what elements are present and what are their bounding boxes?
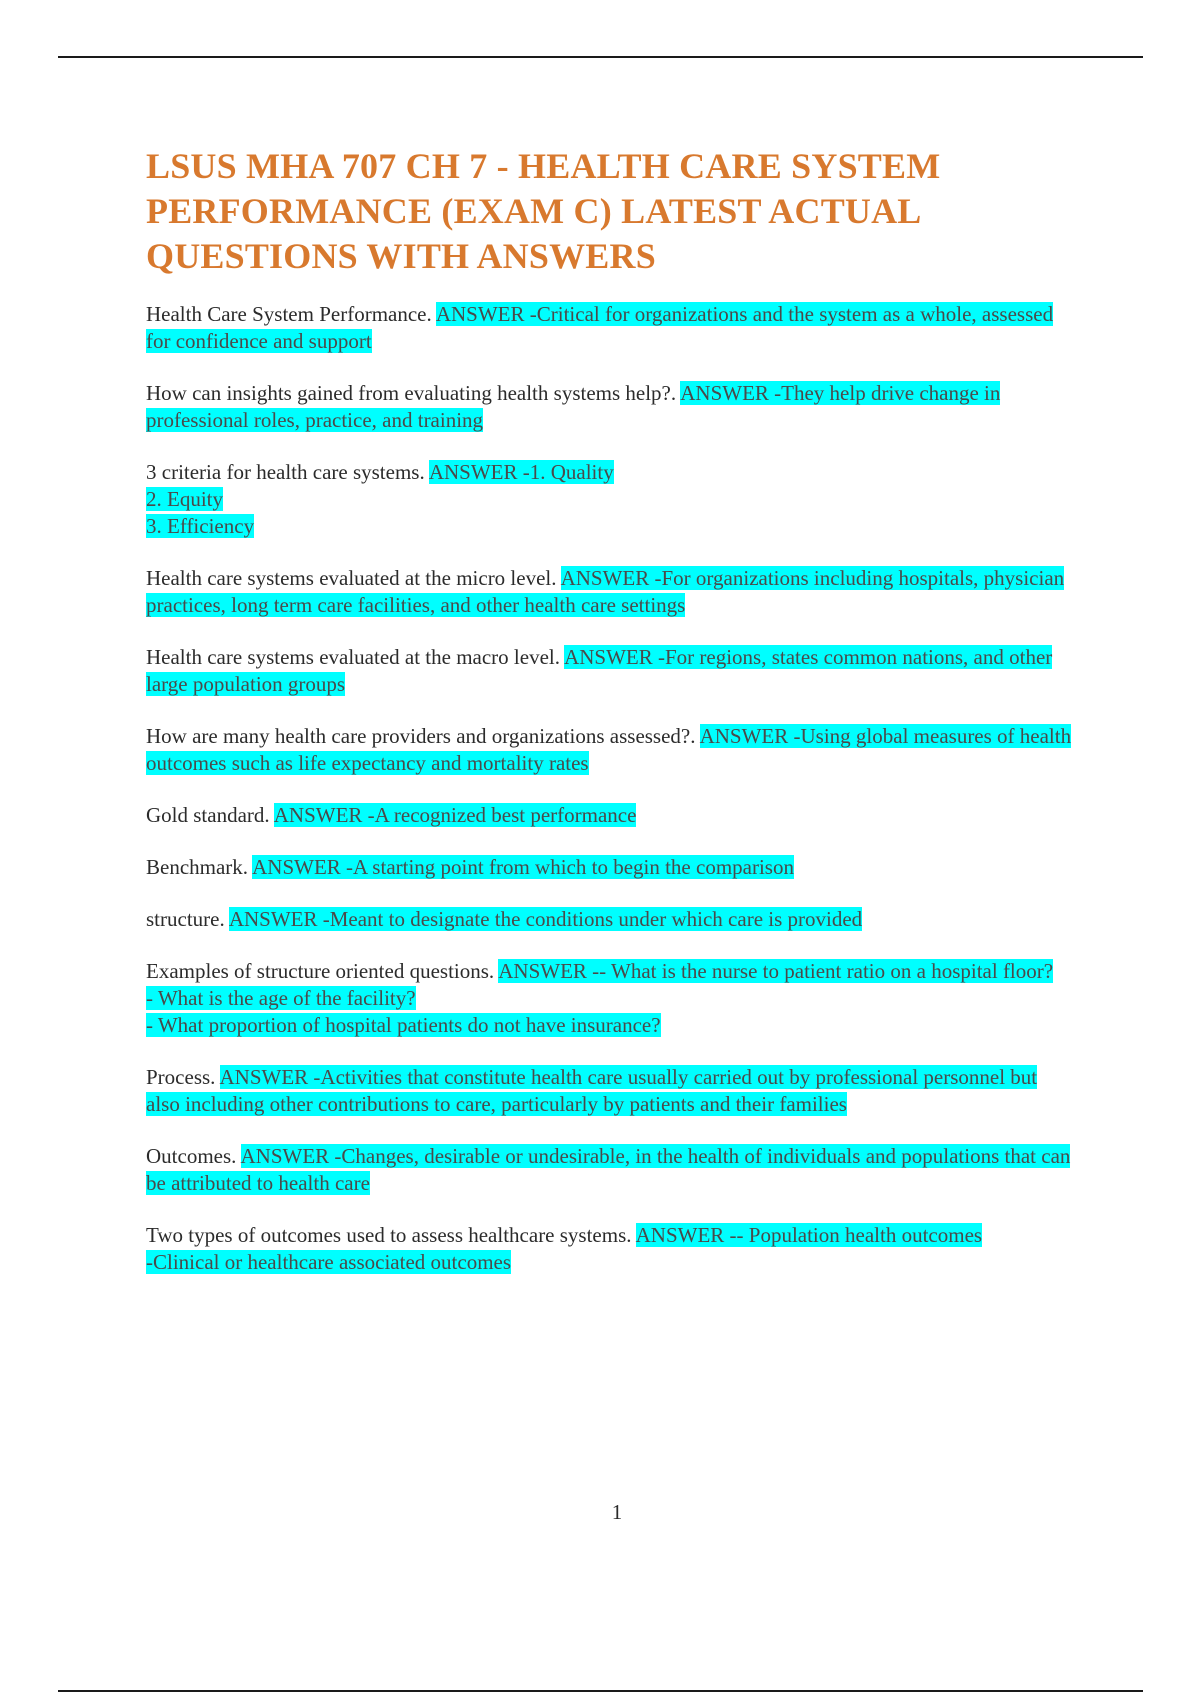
- qa-item: [146, 802, 1076, 829]
- page-number: 1: [611, 1500, 623, 1524]
- qa-item: [146, 644, 1076, 698]
- question-text: Health care systems evaluated at the macro level.: [146, 645, 560, 669]
- question-text: Benchmark.: [146, 855, 249, 879]
- answer-text: ANSWER -Critical for organizations and the system as a whole, assessed for confidence and support: [146, 302, 1054, 353]
- qa-item: [146, 1143, 1076, 1197]
- qa-item: [146, 565, 1076, 619]
- question-text: Health Care System Performance.: [146, 302, 432, 326]
- question-text: 3 criteria for health care systems.: [146, 460, 425, 484]
- answer-text: ANSWER -Activities that constitute health care usually carried out by professional personnel but also including other contributions to care, particularly by patients and their families: [146, 1065, 1038, 1116]
- qa-item: [146, 723, 1076, 777]
- question-text: Two types of outcomes used to assess healthcare systems.: [146, 1223, 632, 1247]
- question-text: Examples of structure oriented questions.: [146, 959, 495, 983]
- answer-text: ANSWER -A starting point from which to begin the comparison: [252, 855, 794, 879]
- answer-text: ANSWER -1. Quality: [428, 460, 614, 484]
- answer-line: - What proportion of hospital patients do not have insurance?: [146, 1013, 661, 1037]
- question-text: Process.: [146, 1065, 216, 1089]
- qa-item: [146, 958, 1076, 1039]
- answer-line: -Clinical or healthcare associated outcomes: [146, 1250, 512, 1274]
- question-text: How are many health care providers and organizations assessed?.: [146, 724, 696, 748]
- qa-item: [146, 906, 1076, 933]
- question-text: structure.: [146, 907, 225, 931]
- answer-text: ANSWER -For organizations including hospitals, physician practices, long term care facilities, and other health care settings: [146, 566, 1065, 617]
- answer-text: ANSWER -For regions, states common nations, and other large population groups: [146, 645, 1053, 696]
- qa-item: [146, 854, 1076, 881]
- answer-text: ANSWER -Meant to designate the conditions under which care is provided: [228, 907, 863, 931]
- answer-line: 3. Efficiency: [146, 514, 255, 538]
- footer-rule: [58, 1690, 1143, 1692]
- question-text: Health care systems evaluated at the micro level.: [146, 566, 557, 590]
- answer-text: ANSWER -They help drive change in professional roles, practice, and training: [146, 381, 1001, 432]
- answer-text: ANSWER -A recognized best performance: [273, 803, 637, 827]
- answer-text: ANSWER -- Population health outcomes: [635, 1223, 983, 1247]
- qa-item: [146, 1222, 1076, 1276]
- question-text: Gold standard.: [146, 803, 270, 827]
- header-rule: [58, 56, 1143, 58]
- qa-item: [146, 380, 1076, 434]
- answer-text: ANSWER -- What is the nurse to patient ratio on a hospital floor?: [498, 959, 1054, 983]
- qa-list: [146, 301, 1076, 1276]
- document-title: LSUS MHA 707 CH 7 - HEALTH CARE SYSTEM PERFORMANCE (EXAM C) LATEST ACTUAL QUESTIONS WITH ANSWERS: [146, 146, 941, 276]
- question-text: How can insights gained from evaluating health systems help?.: [146, 381, 677, 405]
- qa-item: [146, 459, 1076, 540]
- answer-text: ANSWER -Changes, desirable or undesirable, in the health of individuals and populations that can be attributed to health care: [146, 1144, 1071, 1195]
- question-text: Outcomes.: [146, 1144, 237, 1168]
- document-body: [146, 144, 1076, 1301]
- answer-line: 2. Equity: [146, 487, 223, 511]
- answer-line: - What is the age of the facility?: [146, 986, 416, 1010]
- answer-text: ANSWER -Using global measures of health outcomes such as life expectancy and mortality rates: [146, 724, 1072, 775]
- qa-item: [146, 301, 1076, 355]
- qa-item: [146, 1064, 1076, 1118]
